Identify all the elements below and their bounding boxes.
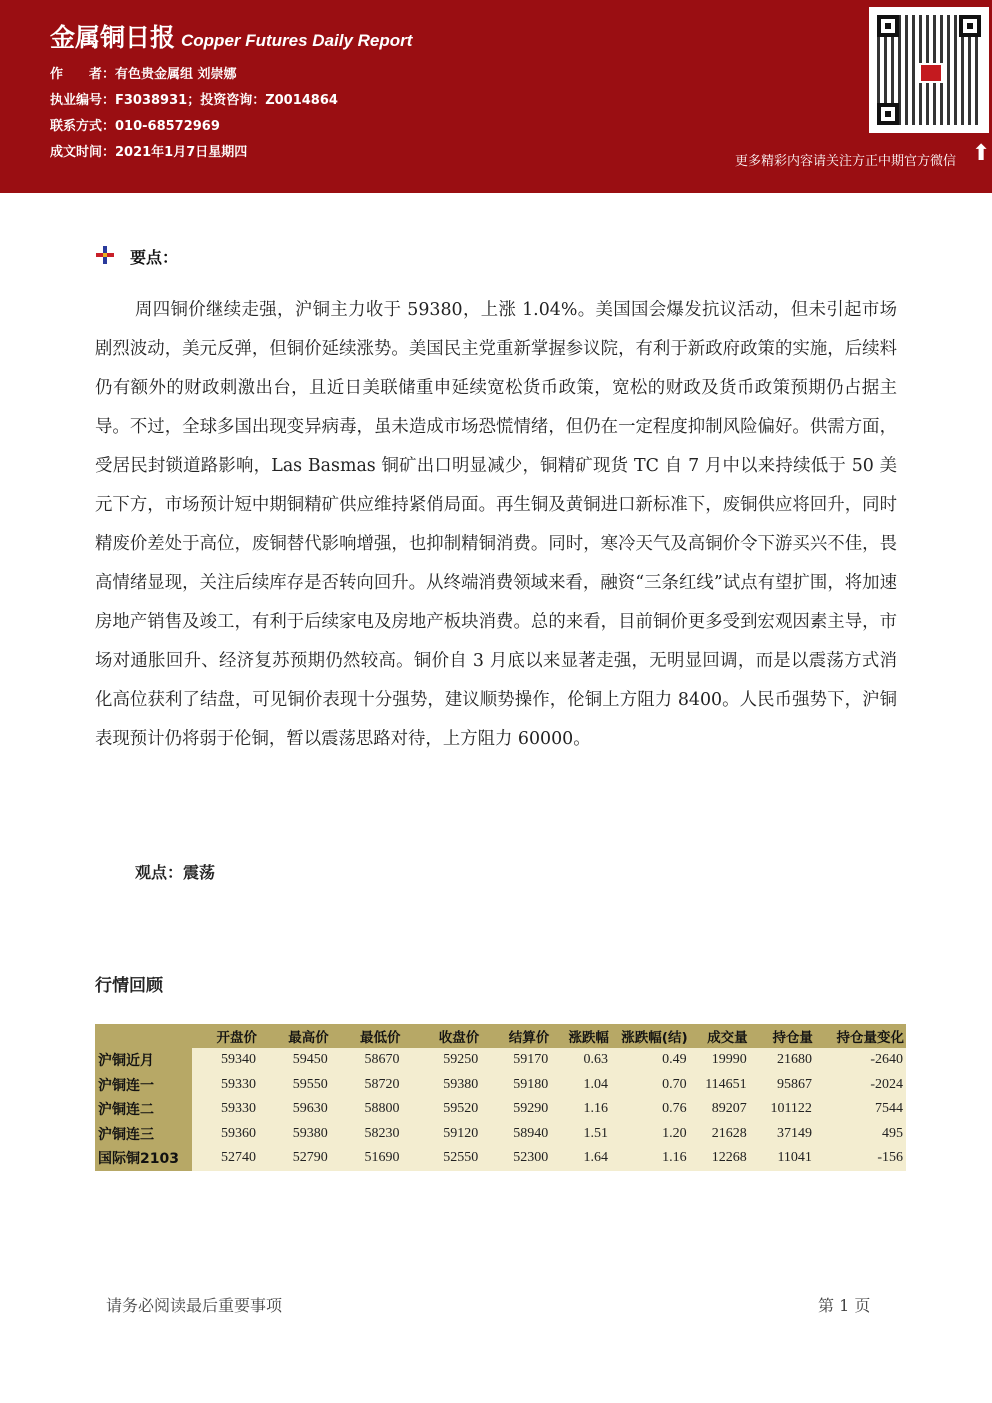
table-cell: 52550: [443, 1150, 479, 1166]
table-cell: 21680: [776, 1052, 812, 1068]
table-cell: 59290: [513, 1101, 549, 1117]
row-contract-name: 沪铜连三: [95, 1122, 192, 1147]
follow-wechat-text: 更多精彩内容请关注方正中期官方微信: [734, 154, 956, 169]
table-header-cell: 结算价: [481, 1024, 551, 1048]
table-cell: 58720: [364, 1076, 400, 1092]
table-cell: -2640: [870, 1052, 903, 1068]
market-table: [95, 1024, 906, 1171]
table-cell: 59120: [443, 1125, 479, 1141]
table-cell: 59380: [443, 1076, 479, 1092]
contact-line: 联系方式：010-68572969: [50, 119, 220, 134]
table-cell: 59180: [513, 1076, 549, 1092]
report-title-cn: 金属铜日报: [50, 23, 176, 52]
table-cell: 59250: [443, 1052, 479, 1068]
table-cell: 1.64: [583, 1150, 608, 1166]
report-title-en: Copper Futures Daily Report: [181, 31, 413, 50]
table-cell: 21628: [711, 1125, 747, 1141]
key-points-paragraph: 周四铜价继续走强，沪铜主力收于 59380，上涨 1.04%。美国国会爆发抗议活动，但未引起市场剧烈波动，美元反弹，但铜价延续涨势。美国民主党重新掌握参议院，有利于新政府政策的实施，后续料仍有额外的财政刺激出台，且近日美联储重申延续宽松货币政策，宽松的财政及货币政策预期仍占据主导。不过，全球多国出现变异病毒，虽未造成市场恐慌情绪，但仍在一定程度抑制风险偏好。供需方面，受居民封锁道路影响，Las Basmas 铜矿出口明显减少，铜精矿现货 TC 自 7 月中以来持续低于 50 美元下方，市场预计短中期铜精矿供应维持紧俏局面。再生铜及黄铜进口新标准下，废铜供应将回升，同时精废价差处于高位，废铜替代影响增强，也抑制精铜消费。同时，寒冷天气及高铜价令下游买兴不佳，畏高情绪显现，关注后续库存是否转向回升。从终端消费领域来看，融资“三条红线”试点有望扩围，将加速房地产销售及竣工，有利于后续家电及房地产板块消费。总的来看，目前铜价更多受到宏观因素主导，市场对通胀回升、经济复苏预期仍然较高。铜价自 3 月底以来显著走强，无明显回调，而是以震荡方式消化高位获利了结盘，可见铜价表现十分强势，建议顺势操作，伦铜上方阻力 8400。人民币强势下，沪铜表现预计仍将弱于伦铜，暂以震荡思路对待，上方阻力 60000。: [95, 300, 897, 749]
table-cell: 58230: [364, 1125, 400, 1141]
table-cell: 0.49: [662, 1052, 687, 1068]
footer-notice: 请务必阅读最后重要事项: [106, 1296, 283, 1315]
table-cell: 59450: [292, 1052, 328, 1068]
company-logo-icon: [919, 63, 943, 83]
table-cell: 59170: [513, 1052, 549, 1068]
table-cell: 52790: [292, 1150, 328, 1166]
table-header-cell: 开盘价: [192, 1024, 259, 1048]
table-cell: 59630: [292, 1101, 328, 1117]
table-cell: 1.20: [662, 1125, 687, 1141]
table-header-cell: 收盘价: [403, 1024, 482, 1048]
date-line: 成文时间：2021年1月7日星期四: [50, 145, 248, 160]
wechat-qr-code[interactable]: [869, 7, 989, 133]
table-cell: 51690: [364, 1150, 400, 1166]
view-label: 观点：震荡: [135, 863, 216, 882]
table-cell: 58670: [364, 1052, 400, 1068]
report-title: [50, 18, 412, 54]
table-cell: 52740: [220, 1150, 256, 1166]
table-cell: 59520: [443, 1101, 479, 1117]
table-row: [95, 1073, 906, 1098]
row-contract-name: 国际铜2103: [95, 1146, 192, 1171]
table-cell: 59380: [292, 1125, 328, 1141]
table-cell: -156: [877, 1150, 903, 1166]
table-cell: 1.51: [583, 1125, 608, 1141]
table-header-cell: 涨跌幅(结): [611, 1024, 690, 1048]
table-cell: 114651: [705, 1076, 747, 1092]
table-cell: 1.16: [662, 1150, 687, 1166]
table-cell: 0.70: [662, 1076, 687, 1092]
table-row: [95, 1097, 906, 1122]
table-cell: 58940: [513, 1125, 549, 1141]
table-cell: 59360: [220, 1125, 256, 1141]
table-header-row: [95, 1024, 906, 1048]
key-points-label: 要点：: [130, 248, 179, 267]
table-header-cell: 成交量: [690, 1024, 750, 1048]
table-cell: 495: [882, 1125, 903, 1141]
table-cell: 89207: [711, 1101, 747, 1117]
table-header-cell: 最低价: [331, 1024, 403, 1048]
table-cell: 59550: [292, 1076, 328, 1092]
market-review-title: 行情回顾: [95, 976, 163, 996]
table-cell: 12268: [711, 1150, 747, 1166]
license-line: 执业编号：F3038931；投资咨询：Z0014864: [50, 93, 338, 108]
table-row: [95, 1122, 906, 1147]
table-cell: 7544: [875, 1101, 903, 1117]
row-contract-name: 沪铜连二: [95, 1097, 192, 1122]
table-cell: 0.63: [583, 1052, 608, 1068]
author-line: 作 者：有色贵金属组 刘崇娜: [50, 67, 237, 82]
table-cell: 1.04: [583, 1076, 608, 1092]
table-header-cell: 涨跌幅: [551, 1024, 611, 1048]
table-cell: 19990: [711, 1052, 747, 1068]
page-number: 第 1 页: [818, 1296, 871, 1315]
row-contract-name: 沪铜连一: [95, 1073, 192, 1098]
table-cell: 59330: [220, 1101, 256, 1117]
table-row: [95, 1048, 906, 1073]
table-cell: 52300: [513, 1150, 549, 1166]
table-cell: 0.76: [662, 1101, 687, 1117]
table-cell: 95867: [776, 1076, 812, 1092]
arrow-up-icon: ⬆: [972, 141, 991, 166]
bullet-icon: [96, 246, 114, 264]
table-cell: 1.16: [583, 1101, 608, 1117]
table-row: [95, 1146, 906, 1171]
row-contract-name: 沪铜近月: [95, 1048, 192, 1073]
table-cell: 58800: [364, 1101, 400, 1117]
table-header-cell: [95, 1024, 192, 1048]
table-cell: 11041: [777, 1150, 812, 1166]
table-cell: 37149: [776, 1125, 812, 1141]
table-cell: 59340: [220, 1052, 256, 1068]
table-cell: 59330: [220, 1076, 256, 1092]
table-header-cell: 持仓量: [750, 1024, 815, 1048]
table-cell: -2024: [870, 1076, 903, 1092]
table-cell: 101122: [770, 1101, 812, 1117]
table-header-cell: 最高价: [259, 1024, 331, 1048]
table-header-cell: 持仓量变化: [815, 1024, 906, 1048]
report-header: [0, 0, 992, 193]
